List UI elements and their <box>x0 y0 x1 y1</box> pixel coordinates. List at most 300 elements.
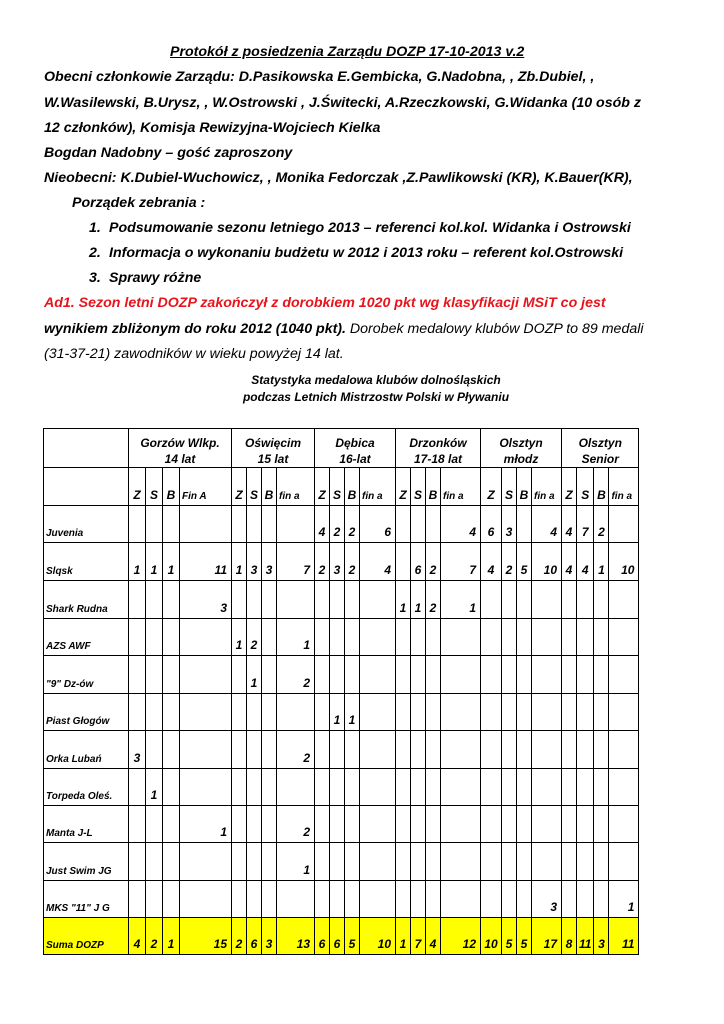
final-header: fin a <box>277 468 315 506</box>
medal-count-cell: 11 <box>577 918 594 955</box>
medal-count-cell <box>232 581 247 619</box>
medal-count-cell <box>232 769 247 806</box>
medal-count-cell: 4 <box>426 918 441 955</box>
medal-count-cell <box>232 506 247 543</box>
final-count-cell <box>441 694 481 731</box>
medal-count-cell: 10 <box>481 918 502 955</box>
final-count-cell: 3 <box>532 881 562 918</box>
medal-count-cell: 1 <box>594 543 609 581</box>
final-count-cell <box>277 769 315 806</box>
medal-count-cell <box>146 656 163 694</box>
medal-count-cell: 8 <box>562 918 577 955</box>
medal-header-b: B <box>517 468 532 506</box>
medal-count-cell <box>315 806 330 843</box>
medal-count-cell <box>232 694 247 731</box>
medal-count-cell <box>517 694 532 731</box>
medal-count-cell <box>330 769 345 806</box>
table-row <box>44 843 639 881</box>
medal-count-cell: 2 <box>594 506 609 543</box>
medal-count-cell <box>345 881 360 918</box>
medal-count-cell <box>129 619 146 656</box>
club-name: Orka Lubań <box>44 731 129 769</box>
medal-count-cell <box>426 731 441 769</box>
medal-count-cell: 6 <box>315 918 330 955</box>
medal-count-cell <box>129 656 146 694</box>
medal-header-z: Z <box>481 468 502 506</box>
medal-header-z: Z <box>562 468 577 506</box>
final-header: Fin A <box>180 468 232 506</box>
final-count-cell <box>441 881 481 918</box>
final-count-cell <box>532 843 562 881</box>
medal-count-cell: 6 <box>330 918 345 955</box>
medal-count-cell <box>163 694 180 731</box>
medal-count-cell <box>517 656 532 694</box>
medal-count-cell <box>146 806 163 843</box>
medal-statistics-table <box>43 428 639 955</box>
medal-count-cell: 6 <box>481 506 502 543</box>
medal-count-cell <box>129 881 146 918</box>
medal-count-cell <box>315 656 330 694</box>
final-count-cell <box>532 769 562 806</box>
table-row <box>44 656 639 694</box>
final-count-cell <box>609 619 639 656</box>
medal-count-cell <box>163 881 180 918</box>
medal-count-cell <box>315 843 330 881</box>
medal-count-cell <box>426 806 441 843</box>
medal-count-cell <box>594 881 609 918</box>
club-name: Slqsk <box>44 543 129 581</box>
final-count-cell <box>441 656 481 694</box>
club-name: Juvenia <box>44 506 129 543</box>
medal-count-cell <box>396 769 411 806</box>
medal-count-cell <box>411 843 426 881</box>
medal-count-cell <box>345 769 360 806</box>
final-count-cell: 13 <box>277 918 315 955</box>
medal-count-cell <box>232 656 247 694</box>
medal-count-cell: 1 <box>396 581 411 619</box>
medal-header-b: B <box>594 468 609 506</box>
medal-count-cell <box>163 619 180 656</box>
medal-count-cell: 5 <box>517 543 532 581</box>
medal-count-cell <box>481 843 502 881</box>
final-count-cell: 7 <box>441 543 481 581</box>
final-count-cell <box>180 506 232 543</box>
medal-header-s: S <box>502 468 517 506</box>
group-header-5 <box>481 429 562 468</box>
medal-count-cell <box>247 581 262 619</box>
club-subheader-cell <box>44 468 129 506</box>
medal-count-cell <box>426 656 441 694</box>
medal-count-cell <box>163 656 180 694</box>
medal-count-cell <box>129 694 146 731</box>
medal-count-cell <box>517 843 532 881</box>
ad1-bold-text: wynikiem zbliżonym do roku 2012 (1040 pkt). <box>44 321 346 337</box>
table-row <box>44 694 639 731</box>
absent-line: Nieobecni: K.Dubiel-Wuchowicz, , Monika Fedorczak ,Z.Pawlikowski (KR), K.Bauer(KR), <box>44 170 633 186</box>
final-count-cell: 10 <box>609 543 639 581</box>
group-header-row <box>44 429 639 468</box>
medal-count-cell: 4 <box>129 918 146 955</box>
medal-count-cell <box>247 769 262 806</box>
medal-header-b: B <box>163 468 180 506</box>
final-count-cell <box>441 731 481 769</box>
medal-count-cell <box>411 881 426 918</box>
medal-count-cell <box>562 806 577 843</box>
medal-count-cell <box>411 506 426 543</box>
medal-header-z: Z <box>232 468 247 506</box>
medal-count-cell <box>411 731 426 769</box>
club-name: "9" Dz-ów <box>44 656 129 694</box>
medal-count-cell <box>262 731 277 769</box>
medal-count-cell <box>594 581 609 619</box>
medal-count-cell: 1 <box>247 656 262 694</box>
medal-header-s: S <box>411 468 426 506</box>
final-count-cell: 15 <box>180 918 232 955</box>
medal-count-cell: 2 <box>330 506 345 543</box>
final-count-cell <box>277 694 315 731</box>
medal-count-cell <box>315 619 330 656</box>
medal-header-s: S <box>247 468 262 506</box>
final-count-cell <box>532 656 562 694</box>
final-count-cell <box>277 581 315 619</box>
medal-count-cell <box>502 806 517 843</box>
group-header-4 <box>396 429 481 468</box>
medal-count-cell <box>577 731 594 769</box>
medal-count-cell <box>396 543 411 581</box>
medal-count-cell <box>594 694 609 731</box>
medal-count-cell <box>129 843 146 881</box>
medal-count-cell <box>330 843 345 881</box>
medal-count-cell <box>232 731 247 769</box>
final-count-cell <box>609 656 639 694</box>
medal-count-cell <box>481 769 502 806</box>
final-count-cell <box>360 694 396 731</box>
medal-count-cell <box>232 843 247 881</box>
agenda-title: Porządek zebrania : <box>72 195 206 211</box>
final-count-cell: 12 <box>441 918 481 955</box>
medal-count-cell <box>411 694 426 731</box>
medal-count-cell <box>396 619 411 656</box>
final-count-cell: 2 <box>277 656 315 694</box>
medal-count-cell <box>411 656 426 694</box>
final-count-cell <box>532 619 562 656</box>
table-row <box>44 619 639 656</box>
total-label: Suma DOZP <box>44 918 129 955</box>
medal-count-cell <box>502 581 517 619</box>
final-count-cell <box>532 731 562 769</box>
final-count-cell <box>180 769 232 806</box>
present-members-line-2: W.Wasilewski, B.Urysz, , W.Ostrowski , J.Świtecki, A.Rzeczkowski, G.Widanka (10 osób z <box>44 95 641 111</box>
group-header-1 <box>129 429 232 468</box>
final-header: fin a <box>360 468 396 506</box>
medal-count-cell <box>426 881 441 918</box>
medal-count-cell: 2 <box>345 506 360 543</box>
final-count-cell <box>609 731 639 769</box>
medal-count-cell <box>247 881 262 918</box>
final-count-cell <box>532 806 562 843</box>
final-count-cell: 6 <box>360 506 396 543</box>
medal-count-cell <box>577 806 594 843</box>
table-row <box>44 881 639 918</box>
medal-count-cell <box>345 806 360 843</box>
medal-count-cell: 1 <box>330 694 345 731</box>
medal-count-cell <box>562 619 577 656</box>
group-name: Olsztyn <box>578 436 622 450</box>
medal-count-cell <box>315 694 330 731</box>
medal-count-cell <box>315 769 330 806</box>
group-name: Drzonków <box>409 436 467 450</box>
final-count-cell <box>180 881 232 918</box>
medal-count-cell <box>262 581 277 619</box>
medal-count-cell <box>577 881 594 918</box>
club-name: Manta J-L <box>44 806 129 843</box>
medal-count-cell <box>502 843 517 881</box>
medal-count-cell: 2 <box>315 543 330 581</box>
medal-count-cell: 6 <box>247 918 262 955</box>
medal-count-cell <box>502 694 517 731</box>
medal-count-cell: 1 <box>146 543 163 581</box>
final-count-cell <box>609 769 639 806</box>
final-count-cell: 2 <box>277 731 315 769</box>
medal-count-cell: 5 <box>517 918 532 955</box>
medal-count-cell <box>481 806 502 843</box>
medal-count-cell <box>345 731 360 769</box>
final-count-cell: 4 <box>441 506 481 543</box>
final-count-cell <box>441 769 481 806</box>
medal-count-cell <box>502 769 517 806</box>
medal-header-z: Z <box>129 468 146 506</box>
medal-count-cell <box>594 656 609 694</box>
medal-count-cell <box>517 619 532 656</box>
medal-header-s: S <box>146 468 163 506</box>
medal-count-cell: 7 <box>577 506 594 543</box>
medal-count-cell <box>594 843 609 881</box>
medal-count-cell: 1 <box>396 918 411 955</box>
medal-header-row <box>44 468 639 506</box>
medal-count-cell: 1 <box>146 769 163 806</box>
medal-count-cell <box>577 619 594 656</box>
medal-count-cell: 1 <box>129 543 146 581</box>
medal-count-cell <box>502 656 517 694</box>
group-age: 16-lat <box>339 452 371 466</box>
medal-count-cell <box>481 694 502 731</box>
final-header: fin a <box>441 468 481 506</box>
medal-count-cell <box>315 581 330 619</box>
stats-title-line-2: podczas Letnich Mistrzostw Polski w Pływaniu <box>242 390 510 404</box>
medal-count-cell: 3 <box>247 543 262 581</box>
medal-count-cell <box>481 581 502 619</box>
stats-title-line-1: Statystyka medalowa klubów dolnośląskich <box>251 373 501 387</box>
medal-count-cell: 2 <box>426 581 441 619</box>
medal-count-cell <box>481 619 502 656</box>
medal-count-cell: 4 <box>562 543 577 581</box>
final-count-cell <box>609 806 639 843</box>
final-count-cell <box>360 619 396 656</box>
medal-count-cell <box>594 769 609 806</box>
medal-count-cell <box>262 506 277 543</box>
medal-count-cell <box>146 506 163 543</box>
medal-count-cell: 7 <box>411 918 426 955</box>
final-count-cell <box>277 506 315 543</box>
medal-count-cell <box>594 806 609 843</box>
medal-count-cell <box>411 806 426 843</box>
final-count-cell: 4 <box>360 543 396 581</box>
medal-count-cell <box>517 731 532 769</box>
medal-header-s: S <box>577 468 594 506</box>
medal-count-cell: 4 <box>481 543 502 581</box>
medal-count-cell <box>345 581 360 619</box>
medal-header-z: Z <box>315 468 330 506</box>
final-count-cell: 1 <box>277 843 315 881</box>
medal-count-cell: 4 <box>562 506 577 543</box>
medal-count-cell <box>129 806 146 843</box>
medal-count-cell <box>481 656 502 694</box>
club-name: Piast Głogów <box>44 694 129 731</box>
final-count-cell <box>180 694 232 731</box>
final-count-cell <box>360 881 396 918</box>
final-count-cell <box>360 656 396 694</box>
medal-count-cell <box>262 843 277 881</box>
final-count-cell <box>360 581 396 619</box>
medal-count-cell <box>247 731 262 769</box>
medal-count-cell <box>396 656 411 694</box>
medal-count-cell <box>262 881 277 918</box>
table-row <box>44 506 639 543</box>
final-count-cell: 10 <box>532 543 562 581</box>
medal-count-cell <box>262 769 277 806</box>
medal-count-cell <box>396 731 411 769</box>
medal-count-cell <box>146 843 163 881</box>
medal-count-cell <box>330 881 345 918</box>
final-header: fin a <box>609 468 639 506</box>
medal-count-cell <box>562 843 577 881</box>
medal-count-cell <box>129 506 146 543</box>
guest-line: Bogdan Nadobny – gość zaproszony <box>44 145 293 161</box>
medal-count-cell: 1 <box>411 581 426 619</box>
medal-count-cell <box>247 694 262 731</box>
medal-count-cell <box>577 694 594 731</box>
medal-count-cell <box>502 881 517 918</box>
final-count-cell: 11 <box>609 918 639 955</box>
final-count-cell <box>532 581 562 619</box>
agenda-item-1: Podsumowanie sezonu letniego 2013 – referenci kol.kol. Widanka i Ostrowski <box>109 220 631 236</box>
final-count-cell: 2 <box>277 806 315 843</box>
medal-count-cell: 6 <box>411 543 426 581</box>
medal-count-cell: 3 <box>330 543 345 581</box>
final-count-cell <box>609 843 639 881</box>
final-count-cell: 17 <box>532 918 562 955</box>
medal-count-cell <box>502 619 517 656</box>
final-count-cell <box>277 881 315 918</box>
medal-count-cell <box>562 656 577 694</box>
medal-count-cell: 2 <box>232 918 247 955</box>
club-header-cell <box>44 429 129 468</box>
medal-count-cell: 2 <box>146 918 163 955</box>
table-row <box>44 769 639 806</box>
medal-count-cell <box>129 581 146 619</box>
group-age: Senior <box>581 452 619 466</box>
medal-count-cell <box>577 656 594 694</box>
group-header-3 <box>315 429 396 468</box>
medal-count-cell <box>315 881 330 918</box>
final-count-cell: 3 <box>180 581 232 619</box>
medal-count-cell: 3 <box>262 543 277 581</box>
final-count-cell <box>360 731 396 769</box>
ad1-line-3: (31-37-21) zawodników w wieku powyżej 14 lat. <box>44 346 344 362</box>
medal-count-cell <box>577 843 594 881</box>
final-count-cell <box>609 581 639 619</box>
medal-count-cell <box>146 619 163 656</box>
present-members-line-1: Obecni członkowie Zarządu: D.Pasikowska E.Gembicka, G.Nadobna, , Zb.Dubiel, , <box>44 69 595 85</box>
medal-count-cell <box>330 806 345 843</box>
final-count-cell <box>609 694 639 731</box>
table-row <box>44 543 639 581</box>
agenda-item-3-number: 3. <box>89 270 101 286</box>
final-count-cell <box>360 806 396 843</box>
final-header: fin a <box>532 468 562 506</box>
group-age: 17-18 lat <box>413 452 463 466</box>
final-count-cell <box>360 769 396 806</box>
medal-count-cell <box>562 731 577 769</box>
medal-count-cell <box>146 881 163 918</box>
table-row <box>44 806 639 843</box>
medal-count-cell <box>262 656 277 694</box>
medal-count-cell <box>426 619 441 656</box>
group-name: Gorzów Wlkp. <box>140 436 220 450</box>
medal-count-cell <box>426 769 441 806</box>
medal-count-cell <box>426 694 441 731</box>
medal-count-cell <box>594 619 609 656</box>
group-header-2 <box>232 429 315 468</box>
medal-count-cell <box>517 769 532 806</box>
group-header-6 <box>562 429 639 468</box>
agenda-item-3: Sprawy różne <box>109 270 202 286</box>
medal-count-cell <box>396 881 411 918</box>
final-count-cell <box>180 731 232 769</box>
medal-count-cell <box>330 731 345 769</box>
medal-count-cell: 1 <box>232 543 247 581</box>
medal-count-cell <box>232 881 247 918</box>
ad1-heading: Ad1. Sezon letni DOZP zakończył z dorobkiem 1020 pkt wg klasyfikacji MSiT co jest <box>44 295 606 311</box>
medal-count-cell <box>562 769 577 806</box>
medal-count-cell <box>577 581 594 619</box>
medal-count-cell: 2 <box>247 619 262 656</box>
medal-header-s: S <box>330 468 345 506</box>
medal-count-cell <box>396 843 411 881</box>
medal-count-cell <box>396 806 411 843</box>
medal-count-cell <box>481 881 502 918</box>
medal-count-cell <box>577 769 594 806</box>
medal-count-cell <box>481 731 502 769</box>
final-count-cell: 1 <box>441 581 481 619</box>
medal-count-cell <box>396 694 411 731</box>
medal-header-b: B <box>262 468 277 506</box>
medal-count-cell: 2 <box>345 543 360 581</box>
medal-count-cell: 3 <box>129 731 146 769</box>
final-count-cell <box>609 506 639 543</box>
group-name: Oświęcim <box>244 436 302 450</box>
medal-count-cell: 4 <box>577 543 594 581</box>
medal-count-cell: 1 <box>232 619 247 656</box>
medal-count-cell <box>345 619 360 656</box>
medal-count-cell <box>396 506 411 543</box>
medal-header-b: B <box>345 468 360 506</box>
medal-count-cell <box>247 843 262 881</box>
group-name: Dębica <box>335 436 375 450</box>
medal-count-cell <box>146 731 163 769</box>
medal-count-cell: 5 <box>345 918 360 955</box>
final-count-cell <box>441 806 481 843</box>
